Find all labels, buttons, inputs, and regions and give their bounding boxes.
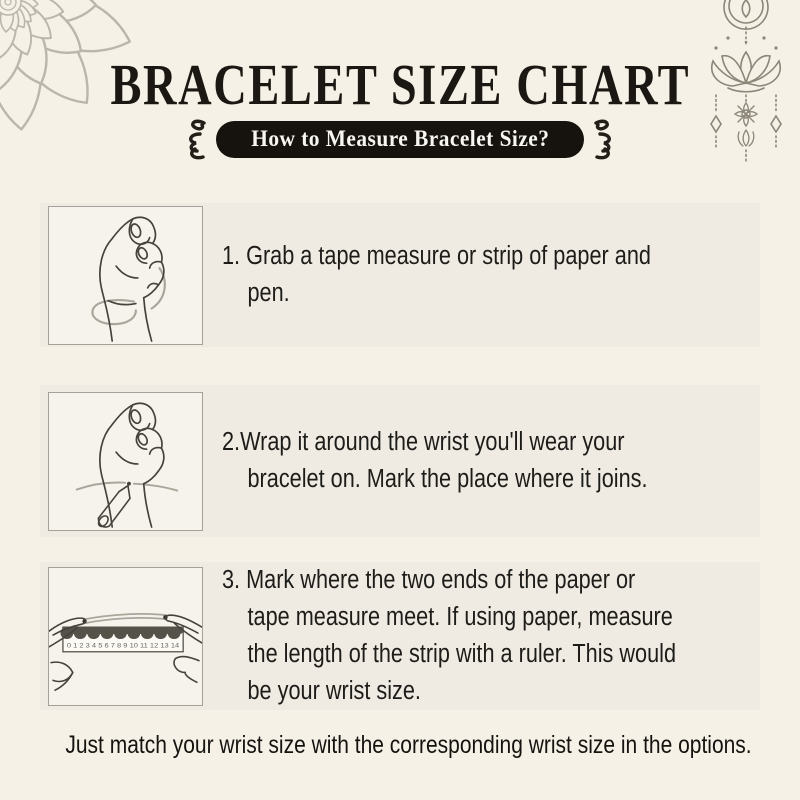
flourish-right-icon [593, 118, 619, 160]
step-1-row [40, 203, 760, 347]
instruction-steps [40, 203, 760, 710]
step-1-illustration-box [48, 206, 203, 345]
step-1-text: 1. Grab a tape measure or strip of paper and pen. [222, 242, 651, 307]
subtitle-row [0, 119, 800, 159]
footer-note: Just match your wrist size with the corresponding wrist size in the options. [65, 731, 752, 759]
step-3-text: 3. Mark where the two ends of the paper or tape measure meet. If using paper, measure the length of the strip with a ruler. This would be your wrist size. [222, 566, 677, 705]
step-3-row [40, 562, 760, 710]
subtitle-badge: How to Measure Bracelet Size? [216, 121, 585, 158]
step-2-text: 2.Wrap it around the wrist you'll wear your bracelet on. Mark the place where it joins. [222, 428, 648, 493]
fist-with-pen-marking-icon [49, 393, 202, 530]
step-2-illustration-box [48, 392, 203, 531]
step-2-row [40, 385, 760, 537]
ruler-numbers: 0 1 2 3 4 5 6 7 8 9 10 11 12 13 14 [66, 641, 180, 649]
page-title: BRACELET SIZE CHART [110, 52, 690, 117]
step-3-illustration-box [48, 567, 203, 706]
flourish-left-icon [181, 118, 207, 160]
hands-ruler-strip-icon [49, 568, 202, 705]
fist-with-tape-loop-icon [49, 207, 202, 344]
